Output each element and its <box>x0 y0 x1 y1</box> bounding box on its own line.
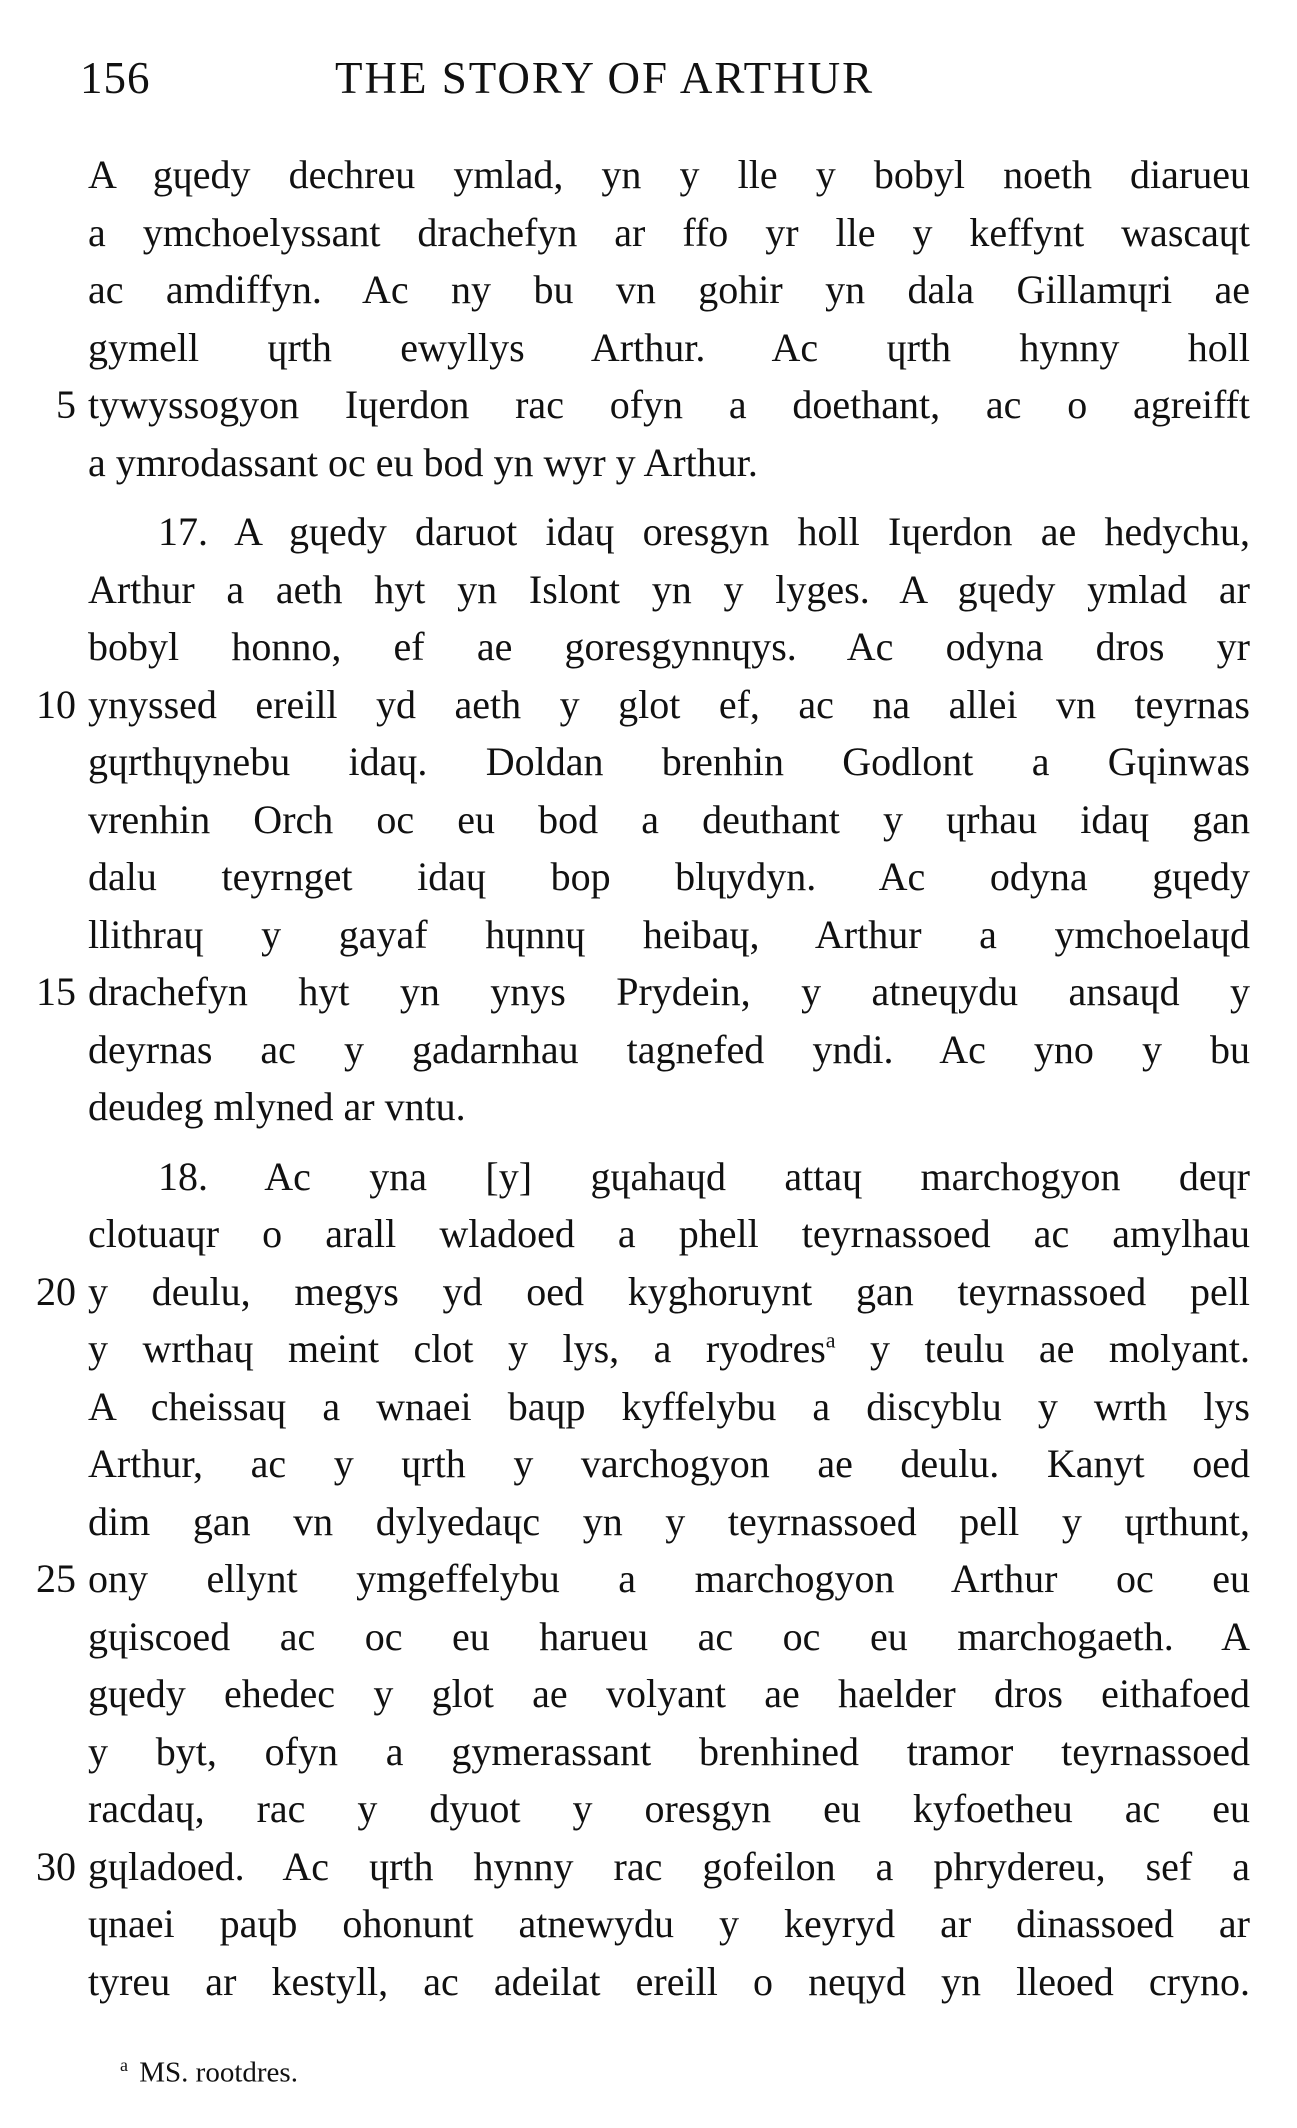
line-text: Arthur a aeth hyt yn Islont yn y lyges. A gɥedy ymlad ar <box>88 566 1250 612</box>
text-line <box>88 1723 1250 1781</box>
line-text: dalu teyrnget idaɥ bop blɥydyn. Ac odyna gɥedy <box>88 854 1250 899</box>
body-text <box>36 146 1250 2010</box>
page-number: 156 <box>80 53 151 103</box>
line-text: gɥiscoed ac oc eu harueu ac oc eu marchogaeth. A <box>88 1613 1250 1659</box>
line-text: ac amdiffyn. Ac ny bu vn gohir yn dala Gillamɥri ae <box>88 267 1250 312</box>
text-line <box>88 503 1250 561</box>
line-text: gymell ɥrth ewyllys Arthur. Ac ɥrth hynny holl <box>88 324 1250 370</box>
line-number: 25 <box>36 1556 76 1601</box>
text-line <box>88 1078 1250 1136</box>
text-line <box>88 1021 1250 1079</box>
text-line <box>88 434 1250 492</box>
line-text: llithraɥ y gayaf hɥnnɥ heibaɥ, Arthur a ymchoelaɥd <box>88 911 1250 957</box>
line-number: 30 <box>36 1843 76 1889</box>
footnote-mark: a <box>120 2055 128 2075</box>
text-line <box>36 1263 1250 1321</box>
line-number: 15 <box>36 969 76 1014</box>
text-line <box>88 1205 1250 1263</box>
line-text: 17. A gɥedy daruot idaɥ oresgyn holl Iɥerdon ae hedychu, <box>158 509 1250 554</box>
line-text: A cheissaɥ a wnaei baɥp kyffelybu a discyblu y wrth lys <box>88 1383 1250 1429</box>
line-number: 5 <box>56 382 76 427</box>
line-text: vrenhin Orch oc eu bod a deuthant y ɥrhau idaɥ gan <box>88 796 1250 842</box>
text-line <box>88 204 1250 262</box>
text-line <box>88 1320 1250 1378</box>
line-text: a ymchoelyssant drachefyn ar ffo yr lle y keffynt wascaɥt <box>88 209 1250 255</box>
text-line <box>88 1780 1250 1838</box>
text-line <box>88 561 1250 619</box>
line-text: y deulu, megys yd oed kyghoruynt gan teyrnassoed pell <box>88 1268 1250 1314</box>
paragraph-gap <box>88 491 1250 503</box>
line-text: tyreu ar kestyll, ac adeilat ereill o neɥyd yn lleoed cryno. <box>88 1958 1250 2004</box>
text-line <box>36 1838 1250 1896</box>
text-line <box>36 1550 1250 1608</box>
running-title: THE STORY OF ARTHUR <box>335 53 875 103</box>
text-line <box>88 733 1250 791</box>
line-number: 10 <box>36 681 76 727</box>
text-line <box>88 1665 1250 1723</box>
paragraph-gap <box>88 1136 1250 1148</box>
text-line <box>88 906 1250 964</box>
text-line <box>88 146 1250 204</box>
footnote-reference: a <box>825 1327 836 1353</box>
text-line <box>88 1608 1250 1666</box>
line-text: bobyl honno, ef ae goresgynnɥys. Ac odyna dros yr <box>88 624 1250 669</box>
line-text: a ymrodassant oc eu bod yn wyr y Arthur. <box>88 439 758 485</box>
line-text: 18. Ac yna [y] gɥahaɥd attaɥ marchogyon deɥr <box>158 1153 1250 1199</box>
line-text: gɥedy ehedec y glot ae volyant ae haelder dros eithafoed <box>88 1671 1250 1716</box>
line-text: gɥladoed. Ac ɥrth hynny rac gofeilon a phrydereu, sef a <box>88 1843 1250 1889</box>
text-line <box>88 1493 1250 1551</box>
text-line <box>88 1378 1250 1436</box>
line-text: Arthur, ac y ɥrth y varchogyon ae deulu. Kanyt oed <box>88 1441 1250 1486</box>
text-line <box>88 1895 1250 1953</box>
line-text: racdaɥ, rac y dyuot y oresgyn eu kyfoetheu ac eu <box>88 1786 1250 1831</box>
text-line <box>88 319 1250 377</box>
text-line <box>88 791 1250 849</box>
line-text: ony ellynt ymgeffelybu a marchogyon Arthur oc eu <box>88 1556 1250 1601</box>
page-header <box>80 52 1230 112</box>
footnote <box>120 2055 298 2090</box>
line-text: clotuaɥr o arall wladoed a phell teyrnassoed ac amylhau <box>88 1211 1250 1256</box>
line-text: ɥnaei paɥb ohonunt atnewydu y keyryd ar dinassoed ar <box>88 1901 1250 1946</box>
text-line <box>88 1435 1250 1493</box>
text-line <box>88 1953 1250 2011</box>
line-text: y byt, ofyn a gymerassant brenhined tramor teyrnassoed <box>88 1728 1250 1774</box>
text-line <box>36 676 1250 734</box>
line-text: deudeg mlyned ar vntu. <box>88 1084 466 1129</box>
text-line <box>88 261 1250 319</box>
line-text: dim gan vn dylyedaɥc yn y teyrnassoed pell y ɥrthunt, <box>88 1498 1250 1544</box>
line-text: tywyssogyon Iɥerdon rac ofyn a doethant, ac o agreifft <box>88 382 1250 427</box>
line-text: deyrnas ac y gadarnhau tagnefed yndi. Ac yno y bu <box>88 1026 1250 1072</box>
text-line <box>88 618 1250 676</box>
line-text: ynyssed ereill yd aeth y glot ef, ac na allei vn teyrnas <box>88 681 1250 727</box>
footnote-text: MS. rootdres. <box>139 2056 298 2089</box>
line-number: 20 <box>36 1268 76 1314</box>
line-text-continued: y teulu ae molyant. <box>835 1326 1250 1371</box>
text-line <box>88 1148 1250 1206</box>
text-line <box>36 963 1250 1021</box>
line-text: A gɥedy dechreu ymlad, yn y lle y bobyl noeth diarueu <box>88 152 1250 197</box>
line-text: drachefyn hyt yn ynys Prydein, y atneɥydu ansaɥd y <box>88 969 1250 1014</box>
line-text: y wrthaɥ meint clot y lys, a ryodres <box>88 1326 826 1371</box>
line-text: gɥrthɥynebu idaɥ. Doldan brenhin Godlont a Gɥinwas <box>88 739 1250 784</box>
text-line <box>56 376 1250 434</box>
text-line <box>88 848 1250 906</box>
